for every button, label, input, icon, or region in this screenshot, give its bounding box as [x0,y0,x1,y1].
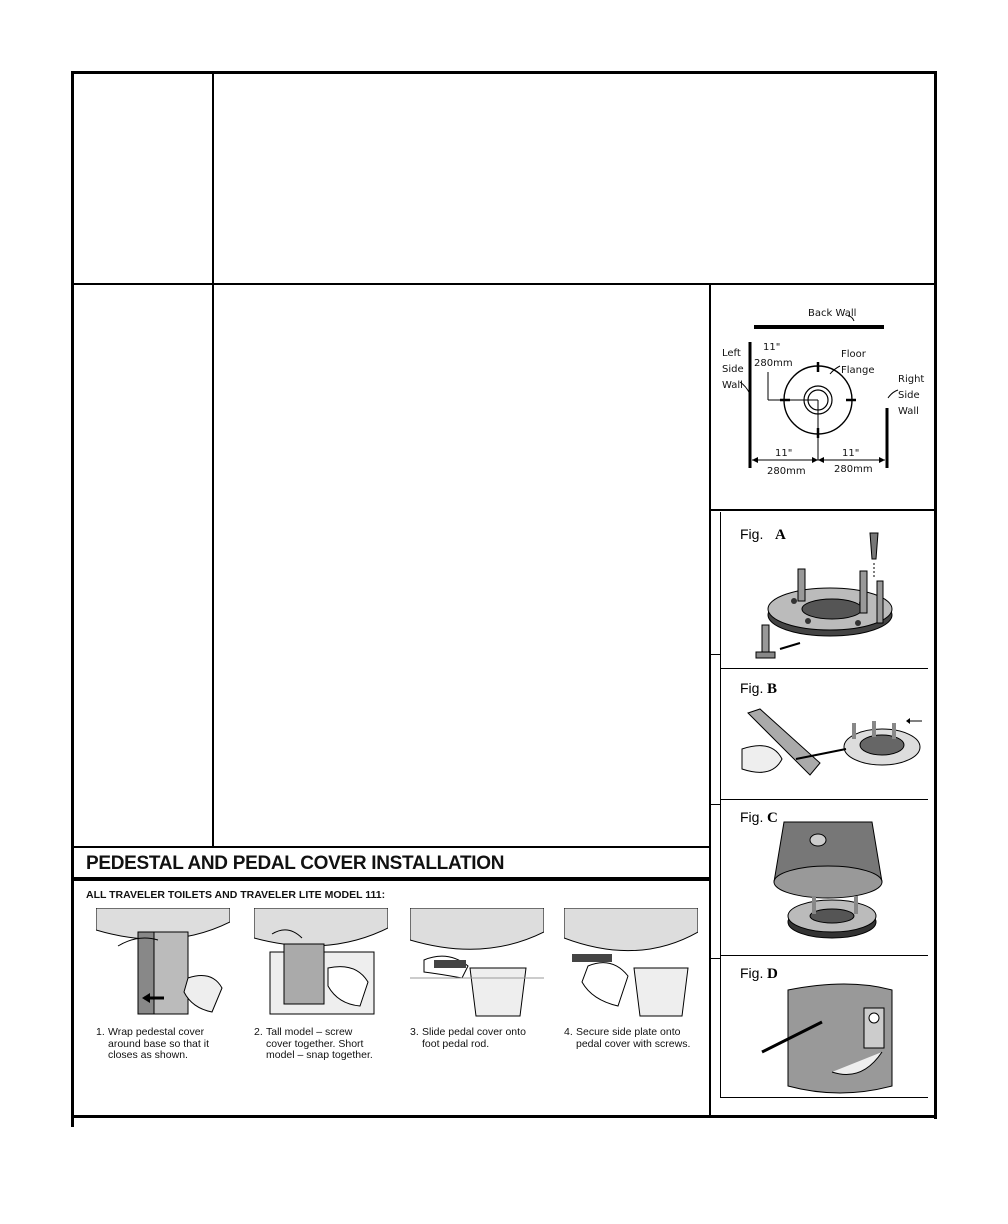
figure-a [722,513,928,668]
left-wall-label-2: Side [722,364,744,375]
dim-top-mm: 280mm [754,358,793,369]
step-1-line-1: Wrap pedestal cover [108,1026,205,1038]
fig-a-prefix: Fig. [740,526,764,542]
row-divider-1 [74,283,934,285]
step-2-line-2: cover together. Short [266,1037,364,1050]
figure-c [722,800,928,955]
step-2-line-1: Tall model – screw [266,1026,353,1038]
step-2-line-3: model – snap together. [266,1049,373,1061]
frame-bottom-rule [71,1115,937,1118]
tick-a [711,654,721,655]
fig-d-prefix: Fig. [740,965,764,981]
figure-d [722,956,928,1097]
dim-left-inches: 11" [775,448,793,459]
step-2-caption [254,1027,373,1062]
step-2-number: 2. [254,1026,263,1038]
back-wall-label: Back Wall [808,308,857,319]
step-2-illustration [254,908,388,1018]
fig-b-letter: B [767,681,778,697]
figure-column-divider [709,285,711,1115]
step-3-caption [410,1027,526,1050]
fig-c-prefix: Fig. [740,809,764,825]
step-1-line-2: around base so that it [108,1037,209,1050]
dim-right-inches: 11" [842,448,860,459]
step-1-line-3: closes as shown. [108,1049,188,1061]
left-wall-label-1: Left [722,348,741,359]
dim-top-inches: 11" [763,342,781,353]
step-3-illustration [410,908,544,1018]
figure-b [722,669,928,799]
left-wall-label-3: Wall [722,380,743,391]
right-wall-label-2: Side [898,390,920,401]
step-3-line-1: Slide pedal cover onto [422,1026,526,1038]
pedestal-section-top [74,846,710,848]
step-4-line-2: pedal cover with screws. [576,1037,691,1050]
right-wall-label-3: Wall [898,406,919,417]
step-4-illustration [564,908,698,1018]
step-4-number: 4. [564,1026,573,1038]
floor-flange-label-2: Flange [841,365,875,376]
right-wall-label-1: Right [898,374,925,385]
figure-box-left [720,512,721,1098]
dim-left-mm: 280mm [767,466,806,477]
step-1-number: 1. [96,1026,105,1038]
pedestal-section-title: PEDESTAL AND PEDAL COVER INSTALLATION [86,853,505,874]
tick-c [711,958,721,959]
step-1-illustration [96,908,230,1018]
tick-b [711,804,721,805]
fig-c-letter: C [767,810,778,826]
figure-divider-top [711,509,934,511]
step-4-line-1: Secure side plate onto [576,1026,681,1038]
floor-flange-label-1: Floor [841,349,866,360]
pedestal-title-rule [74,877,710,881]
label-column-divider [212,74,214,846]
step-1-caption [96,1027,209,1062]
dim-right-mm: 280mm [834,464,873,475]
fig-d-bottom [721,1097,928,1098]
fig-d-letter: D [767,966,778,982]
floor-flange-layout-diagram [712,290,934,508]
fig-b-prefix: Fig. [740,680,764,696]
frame-tail [71,1115,74,1127]
step-4-caption [564,1027,690,1050]
step-3-number: 3. [410,1026,419,1038]
pedestal-section-subtitle: ALL TRAVELER TOILETS AND TRAVELER LITE MODEL 111: [86,889,386,901]
fig-a-letter: A [775,527,786,543]
step-3-line-2: foot pedal rod. [422,1037,490,1050]
